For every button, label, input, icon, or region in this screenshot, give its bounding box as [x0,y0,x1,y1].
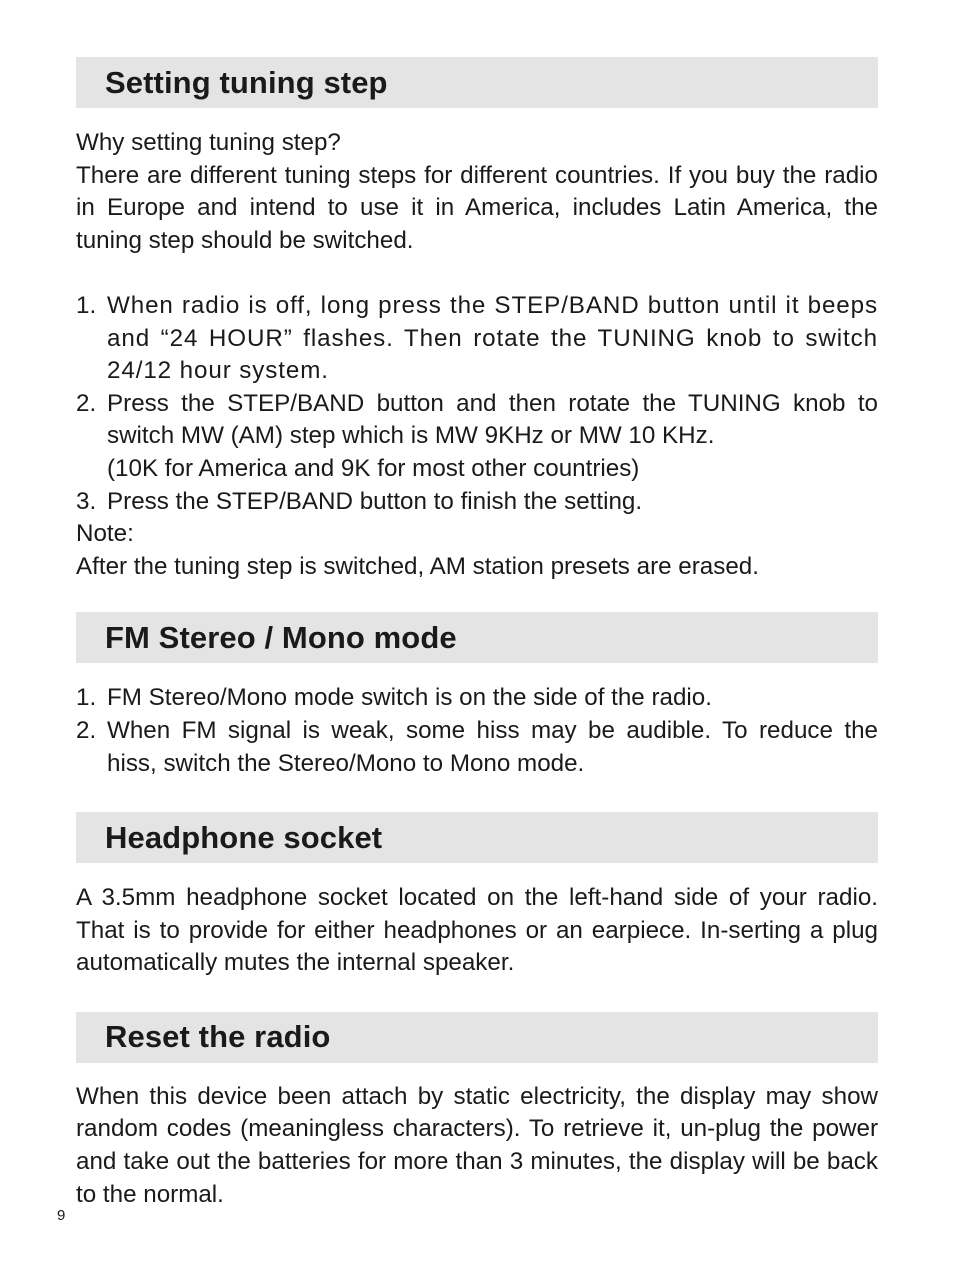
list-item [76,682,878,715]
list-item-number: 2. [76,716,97,744]
tuning-steps-list [76,290,878,518]
list-item-number: 1. [76,291,97,319]
list-item [76,486,878,519]
tuning-question: Why setting tuning step? [76,129,341,156]
list-item-text: When radio is off, long press the STEP/BAND button until it beeps and “24 HOUR” flashes. Then rotate the TUNING knob to switch 24/12 hour system. [107,291,878,385]
list-item-text: When FM signal is weak, some hiss may be audible. To reduce the hiss, switch the Stereo/Mono to Mono mode. [107,716,878,777]
section-body-fm-mode [76,682,878,780]
section-title-headphone: Headphone socket [105,819,383,855]
note-text: After the tuning step is switched, AM station presets are erased. [76,552,759,580]
list-item [76,715,878,780]
list-item-text: Press the STEP/BAND button to finish the setting. [107,487,643,515]
manual-page [76,57,878,1211]
reset-text: When this device been attach by static electricity, the display may show random codes (meaningless characters). To retrieve it, un-plug the power and take out the batteries for more than 3 minutes, the display will be back to the normal. [76,1082,878,1208]
section-body-tuning-step [76,127,878,583]
section-title-reset: Reset the radio [105,1019,331,1055]
list-item-number: 3. [76,487,97,515]
fm-steps-list [76,682,878,780]
section-header-reset [76,1012,878,1063]
list-item-subtext: (10K for America and 9K for most other countries) [107,454,640,482]
list-item-number: 1. [76,684,97,712]
headphone-text: A 3.5mm headphone socket located on the left-hand side of your radio. That is to provide for either headphones or an earpiece. In-serting a plug automatically mutes the internal speaker. [76,884,878,977]
section-body-headphone [76,882,878,980]
list-item [76,388,878,486]
section-body-reset [76,1081,878,1211]
list-item [76,290,878,388]
page-number: 9 [57,1207,66,1224]
list-item-number: 2. [76,389,97,417]
section-title-tuning-step: Setting tuning step [105,64,388,100]
section-header-tuning-step [76,57,878,108]
tuning-intro: There are different tuning steps for different countries. If you buy the radio in Europe and intend to use it in America, includes Latin America, the tuning step should be switched. [76,161,878,254]
list-item-text: FM Stereo/Mono mode switch is on the side of the radio. [107,684,712,712]
paragraph-spacer [76,257,878,290]
section-title-fm-mode: FM Stereo / Mono mode [105,619,457,655]
section-header-fm-mode [76,612,878,663]
section-header-headphone [76,812,878,863]
list-item-text: Press the STEP/BAND button and then rotate the TUNING knob to switch MW (AM) step which is MW 9KHz or MW 10 KHz. [107,389,878,450]
note-label: Note: [76,520,134,548]
